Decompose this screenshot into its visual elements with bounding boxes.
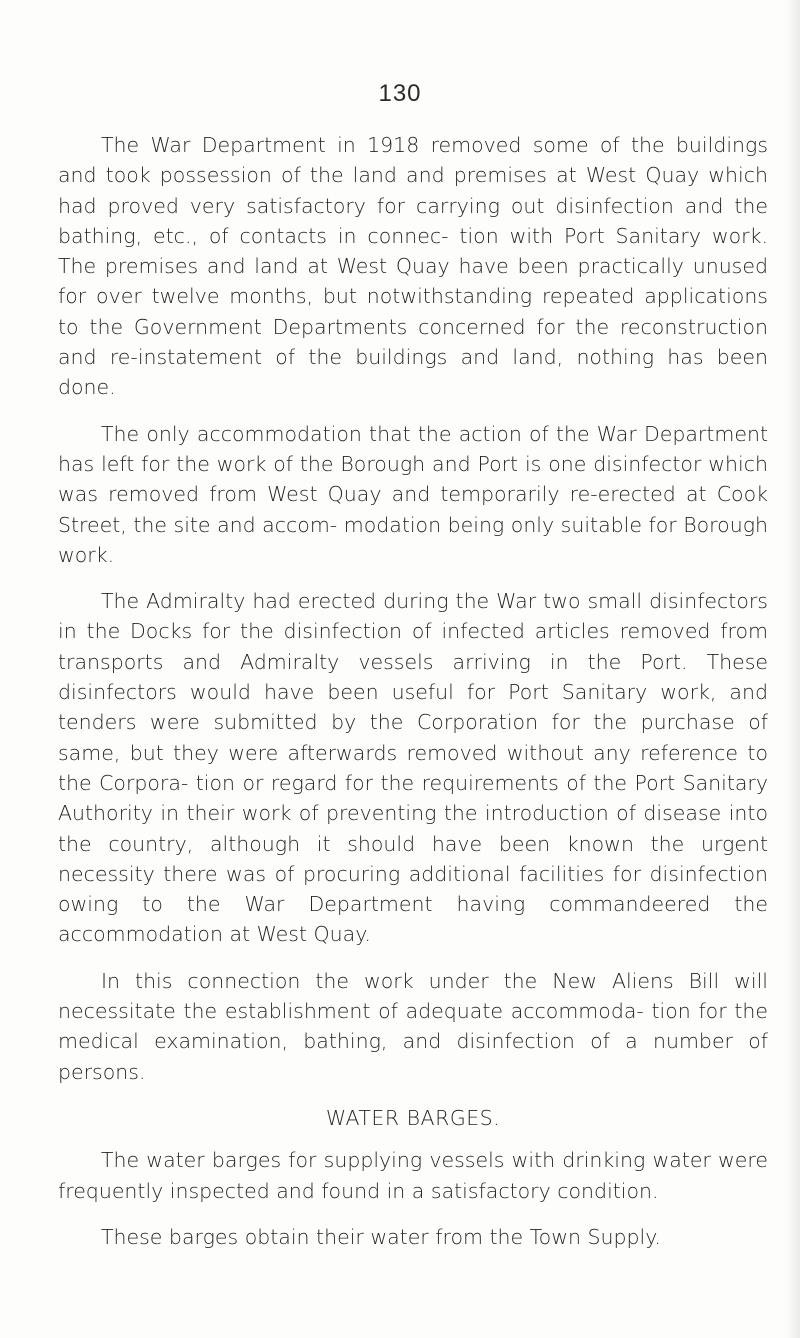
paragraph-accommodation: The only accommodation that the action of the War Department has left for the work of the Borough and Port is one disinfector which was removed from West Quay and temporarily re-erected at Cook Street, the site and accom- modation being only suitable for Borough work. xyxy=(58,421,768,567)
page-edge-shadow xyxy=(786,0,800,1338)
page-number: 130 xyxy=(378,80,422,107)
body-text xyxy=(58,130,768,1268)
paragraph-aliens-bill: In this connection the work under the New Aliens Bill will necessitate the establishment of adequate accommoda- tion for the medical examination, bathing, and disinfection of a number of persons. xyxy=(58,968,768,1084)
paragraph-admiralty-disinfectors: The Admiralty had erected during the War two small disinfectors in the Docks for the disinfection of infected articles removed from transports and Admiralty vessels arriving in the Port. These disinfectors would have been useful for Port Sanitary work, and tenders were submitted by the Corporation for the purchase of same, but they were afterwards removed without any reference to the Corpora- tion or regard for the requirements of the Port Sanitary Authority in their work of preventing the introduction of disease into the country, although it should have been known the urgent necessity there was of procuring additional facilities for disinfection owing to the War Department having commandeered the accommodation at West Quay. xyxy=(58,589,768,947)
section-heading-water-barges: WATER BARGES. xyxy=(325,1105,501,1130)
paragraph-war-department: The War Department in 1918 removed some of the buildings and took possession of the land and premises at West Quay which had proved very satisfactory for carrying out disinfection and the bathing, etc., of contacts in connec- tion with Port Sanitary work. The premises and land at West Quay have been practically unused for over twelve months, but notwithstanding repeated applications to the Government Departments concerned for the reconstruction and re-instatement of the buildings and land, nothing has been done. xyxy=(58,133,768,400)
paragraph-water-barges-supply: These barges obtain their water from the Town Supply. xyxy=(101,1224,661,1249)
paragraph-water-barges-inspection: The water barges for supplying vessels with drinking water were frequently inspected and found in a satisfactory condition. xyxy=(58,1148,768,1203)
